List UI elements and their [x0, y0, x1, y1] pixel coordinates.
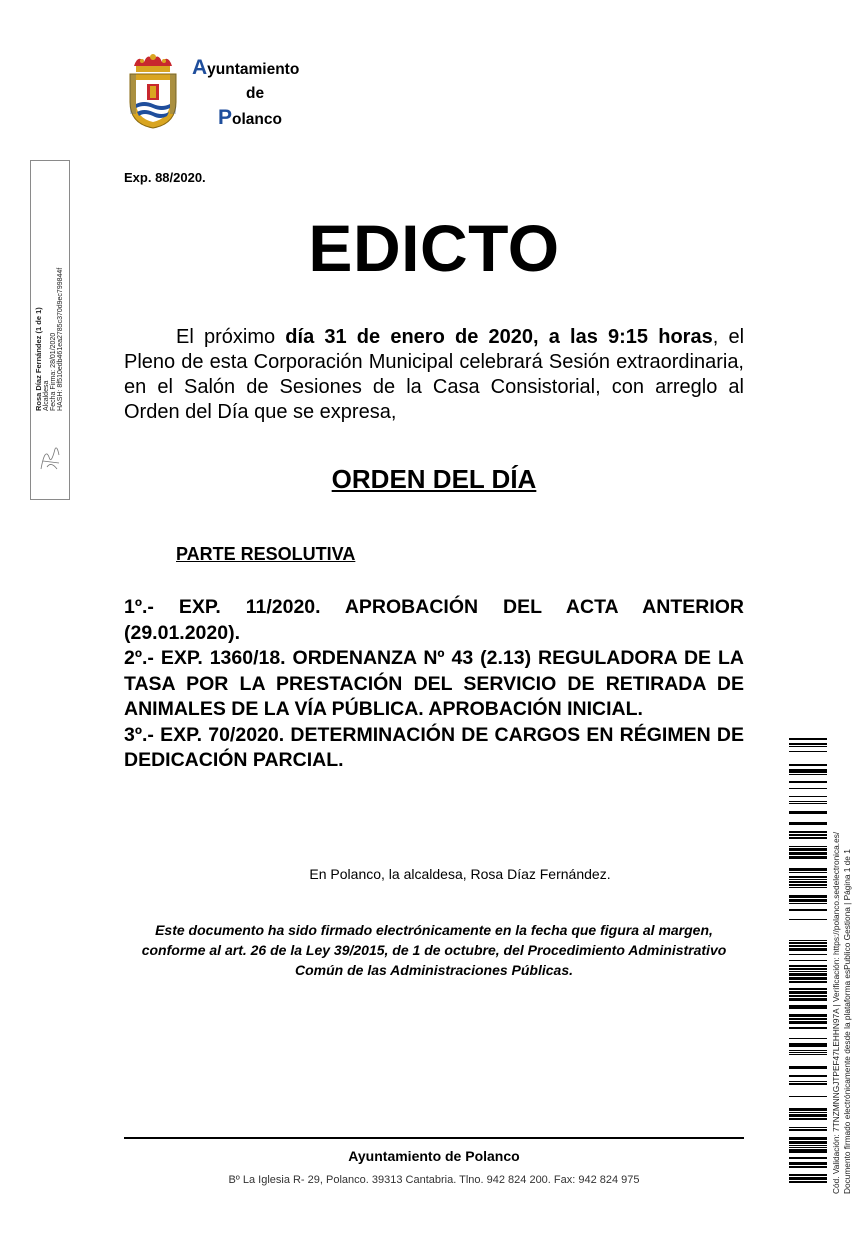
barcode-bar	[789, 1018, 827, 1020]
barcode-bar	[789, 895, 827, 898]
intro-date-time: día 31 de enero de 2020, a las 9:15 horas	[285, 326, 713, 348]
barcode-bar	[789, 746, 827, 747]
barcode-bar	[789, 774, 827, 775]
barcode-bar	[789, 942, 827, 944]
logo-line-1-cap: A	[192, 56, 208, 79]
barcode-bar	[789, 872, 827, 873]
intro-paragraph	[124, 325, 744, 425]
agenda-item-3: 3º.- EXP. 70/2020. DETERMINACIÓN DE CARGOS EN RÉGIMEN DE DEDICACIÓN PARCIAL.	[124, 723, 744, 771]
barcode-bar	[789, 738, 827, 740]
logo-line-ayuntamiento	[190, 56, 320, 82]
signer-name: Rosa Díaz Fernández (1 de 1)	[34, 307, 43, 411]
barcode-bar	[789, 1075, 827, 1077]
barcode-bar	[789, 940, 827, 941]
barcode-bar	[789, 960, 827, 961]
validation-barcode	[789, 738, 827, 1194]
footer-organization: Ayuntamiento de Polanco	[348, 1148, 520, 1164]
barcode-bar	[789, 995, 827, 997]
barcode-bar	[789, 811, 827, 814]
logo-line-3-rest: olanco	[232, 111, 282, 128]
barcode-bar	[789, 796, 827, 797]
barcode-bar	[789, 1043, 827, 1047]
barcode-bar	[789, 1112, 827, 1113]
agenda-item-1: 1º.- EXP. 11/2020. APROBACIÓN DEL ACTA ANTERIOR (29.01.2020).	[124, 596, 744, 644]
barcode-bar	[789, 848, 827, 851]
barcode-bar	[789, 1162, 827, 1165]
barcode-bar	[789, 909, 827, 911]
barcode-bar	[789, 919, 827, 920]
barcode-bar	[789, 846, 827, 847]
barcode-bar	[789, 769, 827, 773]
intro-pre: El próximo	[176, 326, 286, 348]
agenda-item-2: 2º.- EXP. 1360/18. ORDENANZA Nº 43 (2.13) REGULADORA DE LA TASA POR LA PRESTACIÓN DEL SERVICIO DE RETIRADA DE ANIMALES DE LA VÍA PÚBLICA. APROBACIÓN INICIAL.	[124, 647, 744, 720]
agenda-list	[124, 595, 744, 774]
barcode-bar	[789, 876, 827, 878]
signature-line: En Polanco, la alcaldesa, Rosa Díaz Fernández.	[309, 866, 611, 882]
expediente-reference: Exp. 88/2020.	[124, 170, 206, 185]
barcode-bar	[789, 831, 827, 833]
barcode-bar	[789, 1145, 827, 1146]
barcode-bar	[789, 788, 827, 789]
barcode-bar	[789, 1118, 827, 1120]
barcode-bar	[789, 1149, 827, 1153]
barcode-bar	[789, 1014, 827, 1017]
barcode-bar	[789, 1096, 827, 1097]
barcode-bar	[789, 837, 827, 839]
logo-line-3-cap: P	[218, 106, 233, 129]
barcode-bar	[789, 899, 827, 902]
signature-hash: HASH: 8f510edb461ea2785c370d9ec799844f	[57, 267, 64, 411]
barcode-bar	[789, 1114, 827, 1117]
barcode-bar	[789, 834, 827, 836]
barcode-bar	[789, 965, 827, 967]
barcode-bar	[789, 1066, 827, 1069]
barcode-bar	[789, 991, 827, 994]
validation-platform-text: Documento firmado electrónicamente desde la plataforma esPublico Gestiona | Página 1 de 1	[842, 849, 852, 1194]
barcode-bar	[789, 998, 827, 1001]
barcode-bar	[789, 1027, 827, 1029]
barcode-bar	[789, 1141, 827, 1144]
barcode-bar	[789, 1177, 827, 1180]
barcode-bar	[789, 743, 827, 745]
coat-of-arms-logo	[124, 52, 182, 130]
barcode-bar	[789, 977, 827, 980]
barcode-bar	[789, 1038, 827, 1039]
barcode-bar	[789, 1050, 827, 1051]
document-title: EDICTO	[308, 211, 560, 285]
barcode-bar	[789, 1081, 827, 1082]
barcode-bar	[789, 1174, 827, 1176]
barcode-bar	[789, 1129, 827, 1131]
barcode-bar	[789, 1127, 827, 1128]
barcode-bar	[789, 1157, 827, 1159]
barcode-bar	[789, 868, 827, 871]
barcode-bar	[789, 822, 827, 825]
barcode-bar	[789, 1181, 827, 1183]
signer-role: Alcaldesa	[43, 380, 50, 411]
barcode-bar	[789, 852, 827, 855]
logo-text	[190, 56, 320, 132]
barcode-bar	[789, 781, 827, 783]
footer-divider	[124, 1137, 744, 1139]
barcode-bar	[789, 856, 827, 859]
intro-post: , el Pleno de esta Corporación Municipal celebrará Sesión extraordinaria, en el Salón de Sesiones de la Casa Consistorial, con arreglo al Orden del Día que se expresa,	[124, 326, 745, 423]
section-heading: PARTE RESOLUTIVA	[176, 544, 356, 564]
barcode-bar	[789, 945, 827, 947]
electronic-signature-note: Este documento ha sido firmado electrónicamente en la fecha que figura al margen, conforme al art. 26 de la Ley 39/2015, de 1 de octubre, del Procedimiento Administrativo Común de las Administraciones Públicas.	[141, 922, 727, 978]
barcode-bar	[789, 954, 827, 955]
barcode-bar	[789, 948, 827, 951]
footer-address: Bº La Iglesia R- 29, Polanco. 39313 Cantabria. Tlno. 942 824 200. Fax: 942 824 975	[228, 1174, 640, 1186]
barcode-bar	[789, 764, 827, 766]
orden-del-dia-heading: ORDEN DEL DÍA	[331, 464, 537, 494]
barcode-bar	[789, 968, 827, 970]
barcode-bar	[789, 881, 827, 883]
barcode-bar	[789, 1108, 827, 1111]
barcode-bar	[789, 803, 827, 804]
barcode-bar	[789, 903, 827, 904]
barcode-bar	[789, 879, 827, 880]
barcode-bar	[789, 1054, 827, 1055]
validation-code-text: Cód. Validación: 7TNZMNNGJTPEF47LEHHN97A | Verificación: https://polanco.sedelectronica.es/	[831, 831, 841, 1194]
barcode-bar	[789, 884, 827, 886]
logo-line-de: de	[246, 85, 265, 102]
barcode-bar	[789, 1083, 827, 1085]
barcode-bar	[789, 981, 827, 983]
barcode-bar	[789, 751, 827, 752]
barcode-bar	[789, 1005, 827, 1009]
logo-line-1-rest: yuntamiento	[207, 61, 300, 78]
logo-line-polanco	[190, 106, 320, 132]
barcode-bar	[789, 1137, 827, 1140]
barcode-bar	[789, 1166, 827, 1168]
barcode-bar	[789, 801, 827, 802]
barcode-bar	[789, 971, 827, 972]
barcode-bar	[789, 973, 827, 976]
barcode-bar	[789, 1052, 827, 1053]
signature-date: Fecha Firma: 28/01/2020	[50, 332, 57, 411]
barcode-bar	[789, 988, 827, 990]
barcode-bar	[789, 1021, 827, 1024]
barcode-bar	[789, 887, 827, 888]
barcode-bar	[789, 1147, 827, 1148]
